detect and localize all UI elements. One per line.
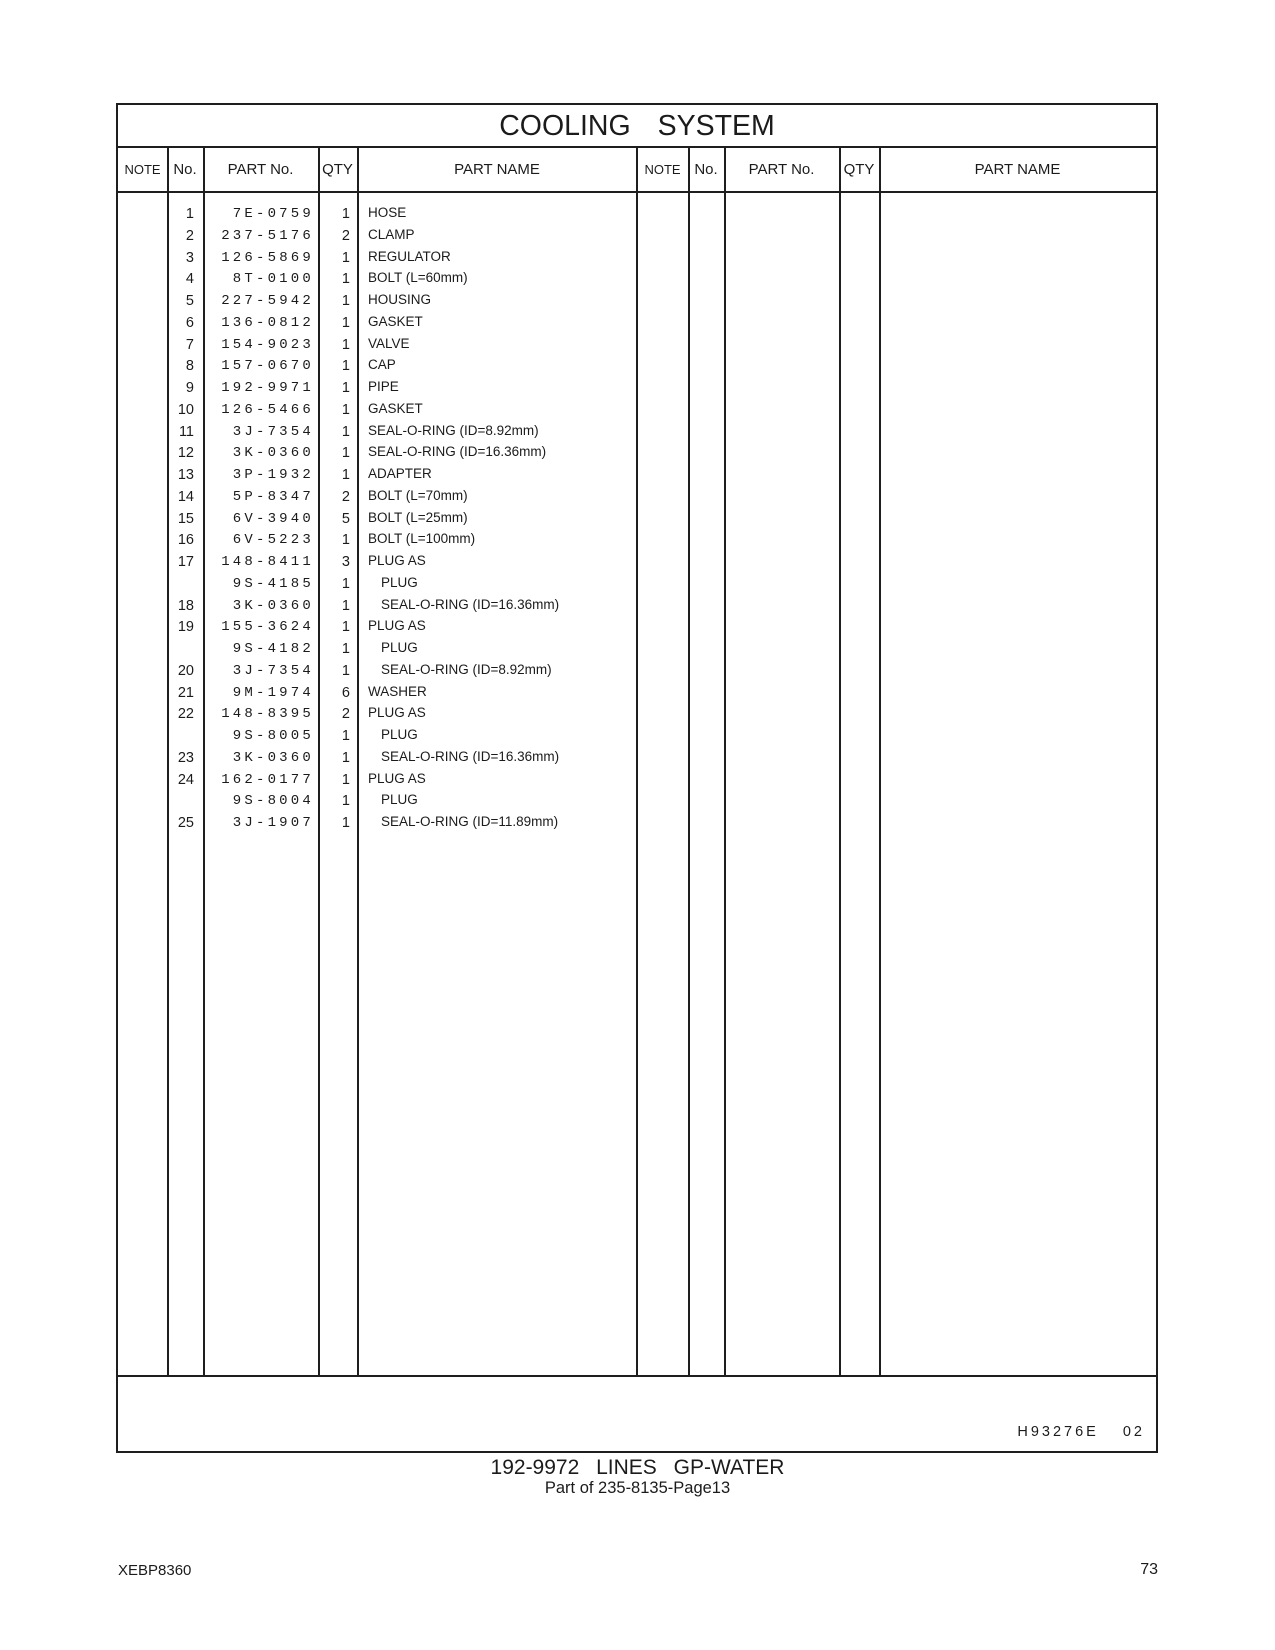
parts-row [118, 422, 1156, 444]
item-number: 9 [185, 380, 194, 396]
item-number: 17 [177, 554, 194, 570]
item-number: 25 [177, 815, 194, 831]
part-name: BOLT (L=60mm) [368, 270, 468, 286]
part-name: PLUG [381, 640, 418, 655]
parts-row [118, 552, 1156, 574]
part-number: 126-5466 [221, 401, 314, 418]
part-number: 3K-0360 [232, 445, 314, 462]
parts-row [118, 465, 1156, 487]
part-name: VALVE [368, 335, 410, 351]
part-number: 148-8411 [221, 554, 314, 570]
illustration-code [1017, 1422, 1145, 1442]
part-name: HOUSING [368, 292, 432, 307]
part-number: 6V-5223 [232, 532, 314, 549]
part-name: SEAL-O-RING (ID=11.89mm) [381, 814, 559, 829]
page-number: 73 [1140, 1561, 1158, 1578]
parts-row [118, 335, 1156, 357]
item-number: 12 [177, 445, 194, 462]
header-part-no-right: PART No. [748, 161, 815, 178]
part-number: 3J-7354 [232, 662, 314, 679]
quantity: 2 [341, 706, 350, 723]
parts-row [118, 683, 1156, 705]
part-name: PLUG AS [368, 705, 426, 721]
quantity: 1 [341, 575, 350, 592]
quantity: 1 [341, 467, 350, 483]
section-title-bar [118, 105, 1156, 146]
quantity: 1 [341, 771, 350, 788]
header-note-right: NOTE [644, 162, 681, 177]
parts-row [118, 356, 1156, 378]
part-number: 9S-4182 [232, 641, 314, 657]
item-number: 19 [177, 619, 194, 636]
parts-row [118, 204, 1156, 226]
header-qty: QTY [322, 161, 353, 178]
illustration-code-id: H93276E [1017, 1424, 1099, 1440]
item-number [167, 639, 203, 661]
item-number: 14 [177, 488, 194, 505]
quantity: 1 [341, 641, 350, 657]
part-number: 9M-1974 [232, 684, 314, 701]
quantity: 1 [341, 358, 350, 375]
part-number: 192-9971 [221, 380, 314, 396]
header-note: NOTE [124, 162, 161, 177]
part-number: 227-5942 [221, 293, 314, 309]
item-number: 13 [177, 467, 194, 483]
part-number: 3K-0360 [232, 749, 314, 766]
item-number: 23 [177, 749, 194, 766]
header-no-right: No. [694, 161, 718, 178]
part-name: HOSE [368, 205, 407, 220]
item-number: 2 [185, 227, 194, 244]
part-name: PLUG [381, 574, 418, 590]
part-name: SEAL-O-RING (ID=8.92mm) [381, 661, 552, 677]
quantity: 1 [341, 271, 350, 288]
item-number: 1 [185, 206, 194, 222]
parts-row [118, 487, 1156, 509]
part-name: PLUG [381, 727, 418, 742]
quantity: 1 [341, 423, 350, 440]
part-number: 9S-8004 [232, 793, 314, 810]
quantity: 1 [341, 728, 350, 744]
part-name: CLAMP [368, 226, 415, 242]
header-part-no: PART No. [227, 161, 294, 178]
item-number: 18 [177, 597, 194, 614]
quantity: 1 [341, 445, 350, 462]
part-number: 148-8395 [221, 706, 314, 723]
parts-row [118, 813, 1156, 835]
parts-row [118, 509, 1156, 531]
part-name: PLUG AS [368, 553, 426, 568]
part-name: PIPE [368, 379, 399, 394]
parts-row [118, 313, 1156, 335]
part-name: REGULATOR [368, 248, 451, 264]
parts-row [118, 791, 1156, 813]
parts-table-frame [116, 103, 1158, 1453]
quantity: 1 [341, 749, 350, 766]
item-number: 20 [177, 662, 194, 679]
part-number: 3J-7354 [232, 423, 314, 440]
quantity: 1 [341, 401, 350, 418]
quantity: 5 [341, 510, 350, 527]
item-number [167, 574, 203, 596]
parts-row [118, 617, 1156, 639]
quantity: 1 [341, 619, 350, 636]
part-number: 9S-4185 [232, 575, 314, 592]
quantity: 1 [341, 293, 350, 309]
part-name: GASKET [368, 313, 423, 329]
table-footer [118, 1377, 1156, 1451]
quantity: 1 [341, 380, 350, 396]
parts-row [118, 661, 1156, 683]
item-number: 21 [177, 684, 194, 701]
part-name: PLUG [381, 792, 418, 808]
part-name: SEAL-O-RING (ID=16.36mm) [368, 444, 547, 460]
parts-row [118, 770, 1156, 792]
part-name: WASHER [368, 683, 427, 699]
quantity: 3 [341, 554, 350, 570]
header-part-name-right: PART NAME [974, 161, 1061, 178]
part-name: ADAPTER [368, 466, 432, 481]
item-number: 3 [185, 249, 194, 266]
part-number: 6V-3940 [232, 510, 314, 527]
item-number: 8 [185, 358, 194, 375]
item-number: 6 [185, 314, 194, 331]
part-number: 5P-8347 [232, 488, 314, 505]
part-name: PLUG AS [368, 618, 426, 634]
group-caption-title: 192-9972 LINES GP-WATER [490, 1456, 785, 1479]
quantity: 6 [341, 684, 350, 701]
quantity: 1 [341, 793, 350, 810]
quantity: 1 [341, 532, 350, 549]
section-title: COOLING SYSTEM [499, 109, 775, 142]
part-number: 126-5869 [221, 249, 314, 266]
part-name: BOLT (L=100mm) [368, 531, 476, 547]
part-number: 3K-0360 [232, 597, 314, 614]
part-number: 162-0177 [221, 771, 314, 788]
item-number: 4 [185, 271, 194, 288]
part-name: GASKET [368, 400, 423, 416]
quantity: 1 [341, 314, 350, 331]
part-number: 3J-1907 [232, 815, 314, 831]
item-number [167, 726, 203, 748]
part-number: 155-3624 [221, 619, 314, 636]
item-number: 15 [177, 510, 194, 527]
parts-row [118, 748, 1156, 770]
parts-row [118, 443, 1156, 465]
item-number: 11 [178, 423, 194, 440]
part-name: SEAL-O-RING (ID=16.36mm) [381, 596, 560, 612]
quantity: 2 [341, 227, 350, 244]
parts-row [118, 704, 1156, 726]
parts-row [118, 596, 1156, 618]
item-number: 5 [185, 293, 194, 309]
parts-row [118, 248, 1156, 270]
parts-row [118, 574, 1156, 596]
quantity: 2 [341, 488, 350, 505]
item-number: 24 [177, 771, 194, 788]
part-name: SEAL-O-RING (ID=8.92mm) [368, 422, 539, 438]
quantity: 1 [341, 336, 350, 353]
document-id: XEBP8360 [118, 1562, 192, 1579]
parts-row [118, 530, 1156, 552]
group-caption-subtitle: Part of 235-8135-Page13 [544, 1479, 731, 1497]
item-number: 16 [177, 532, 194, 549]
part-number: 3P-1932 [232, 467, 314, 483]
parts-row [118, 639, 1156, 661]
part-number: 154-9023 [221, 336, 314, 353]
part-number: 7E-0759 [232, 206, 314, 222]
parts-row [118, 378, 1156, 400]
parts-row [118, 226, 1156, 248]
item-number [167, 791, 203, 813]
header-no: No. [173, 161, 197, 178]
item-number: 10 [177, 401, 194, 418]
part-number: 9S-8005 [232, 728, 314, 744]
part-name: BOLT (L=25mm) [368, 509, 468, 525]
header-part-name: PART NAME [454, 161, 540, 178]
illustration-revision: 02 [1122, 1424, 1145, 1440]
part-number: 8T-0100 [232, 271, 314, 288]
table-body [118, 204, 1156, 835]
part-name: PLUG AS [368, 770, 426, 786]
part-number: 157-0670 [221, 358, 314, 375]
part-name: CAP [368, 357, 396, 373]
quantity: 1 [341, 597, 350, 614]
parts-row [118, 269, 1156, 291]
quantity: 1 [341, 815, 350, 831]
part-number: 237-5176 [221, 227, 314, 244]
header-qty-right: QTY [843, 161, 875, 178]
quantity: 1 [341, 206, 350, 222]
quantity: 1 [341, 662, 350, 679]
parts-row [118, 400, 1156, 422]
item-number: 7 [185, 336, 194, 353]
part-number: 136-0812 [221, 314, 314, 331]
quantity: 1 [341, 249, 350, 266]
part-name: SEAL-O-RING (ID=16.36mm) [381, 748, 560, 764]
parts-row [118, 726, 1156, 748]
parts-row [118, 291, 1156, 313]
part-name: BOLT (L=70mm) [368, 487, 468, 503]
item-number: 22 [177, 706, 194, 723]
